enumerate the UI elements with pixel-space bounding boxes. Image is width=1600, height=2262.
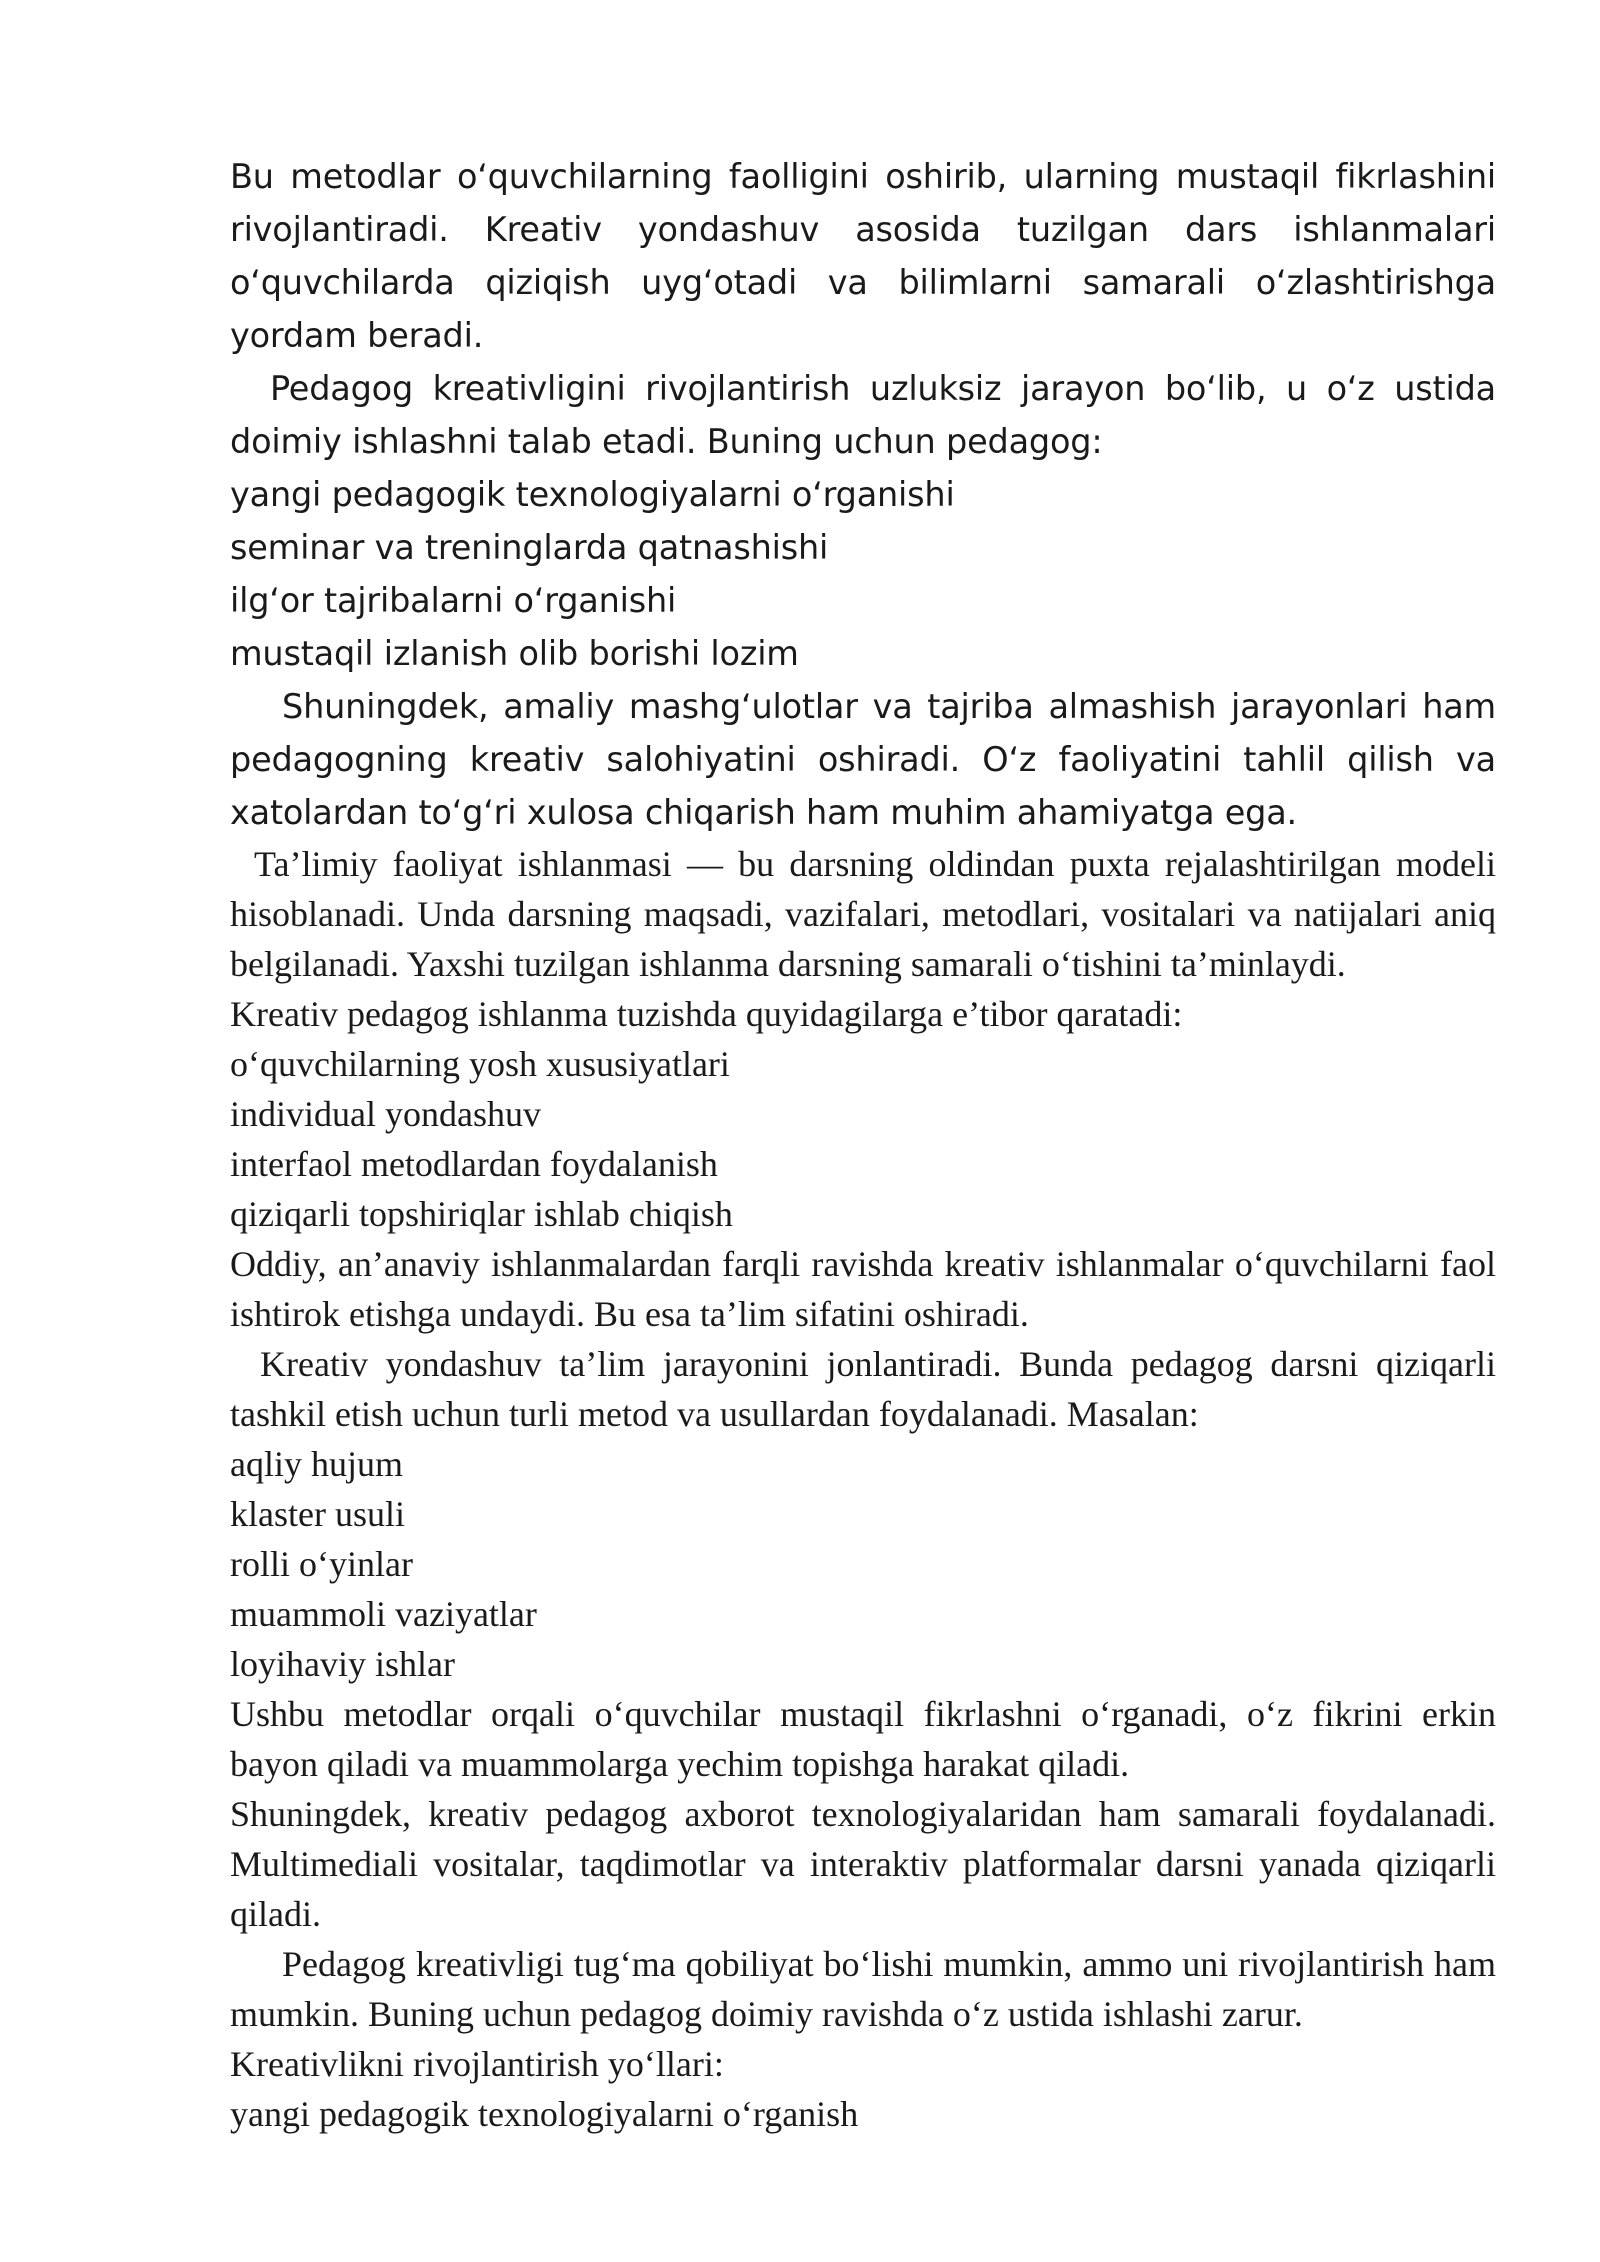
paragraph-9: Shuningdek, kreativ pedagog axborot texnologiyalaridan ham samarali foydalanadi. Multimediali vositalar, taqdimotlar va interaktiv platformalar darsni yanada qiziqarli qiladi.: [230, 1794, 1496, 1934]
paragraph-10: Pedagog kreativligi tug‘ma qobiliyat bo‘lishi mumkin, ammo uni rivojlantirish ham mumkin. Buning uchun pedagog doimiy ravishda o‘z ustida ishlashi zarur.: [230, 1944, 1496, 2034]
list-item: loyihaviy ishlar: [230, 1644, 455, 1684]
paragraph-4: Ta’limiy faoliyat ishlanmasi — bu darsning oldindan puxta rejalashtirilgan modeli hisoblanadi. Unda darsning maqsadi, vazifalari, metodlari, vositalari va natijalari aniq belgilanadi. Yaxshi tuzilgan ishlanma darsning samarali o‘tishini ta’minlaydi.: [230, 844, 1496, 984]
paragraph-8: Ushbu metodlar orqali o‘quvchilar mustaqil fikrlashni o‘rganadi, o‘z fikrini erkin bayon qiladi va muammolarga yechim topishga harakat qiladi.: [230, 1694, 1496, 1784]
section-serif: [230, 839, 1496, 2139]
document-page: [230, 150, 1496, 2139]
list-item: individual yondashuv: [230, 1094, 541, 1134]
list-item: mustaqil izlanish olib borishi lozim: [230, 634, 799, 673]
list-item: yangi pedagogik texnologiyalarni o‘rganish: [230, 2094, 859, 2134]
paragraph-11: Kreativlikni rivojlantirish yo‘llari:: [230, 2044, 724, 2084]
list-item: qiziqarli topshiriqlar ishlab chiqish: [230, 1194, 733, 1234]
paragraph-1: Bu metodlar o‘quvchilarning faolligini oshirib, ularning mustaqil fikrlashini rivojlantiradi. Kreativ yondashuv asosida tuzilgan dars ishlanmalari o‘quvchilarda qiziqish uyg‘otadi va bilimlarni samarali o‘zlashtirishga yordam beradi.: [230, 157, 1496, 355]
list-item: rolli o‘yinlar: [230, 1544, 413, 1584]
list-item: muammoli vaziyatlar: [230, 1594, 537, 1634]
list-item: aqliy hujum: [230, 1444, 403, 1484]
paragraph-5: Kreativ pedagog ishlanma tuzishda quyidagilarga e’tibor qaratadi:: [230, 994, 1183, 1034]
paragraph-7: Kreativ yondashuv ta’lim jarayonini jonlantiradi. Bunda pedagog darsni qiziqarli tashkil etish uchun turli metod va usullardan foydalanadi. Masalan:: [230, 1344, 1496, 1434]
list-item: interfaol metodlardan foydalanish: [230, 1144, 718, 1184]
section-sans: [230, 150, 1496, 839]
list-item: klaster usuli: [230, 1494, 405, 1534]
list-item: ilg‘or tajribalarni o‘rganishi: [230, 581, 677, 620]
paragraph-3: Shuningdek, amaliy mashg‘ulotlar va tajriba almashish jarayonlari ham pedagogning kreativ salohiyatini oshiradi. O‘z faoliyatini tahlil qilish va xatolardan to‘g‘ri xulosa chiqarish ham muhim ahamiyatga ega.: [230, 687, 1496, 832]
list-item: o‘quvchilarning yosh xususiyatlari: [230, 1044, 730, 1084]
paragraph-2: Pedagog kreativligini rivojlantirish uzluksiz jarayon bo‘lib, u o‘z ustida doimiy ishlashni talab etadi. Buning uchun pedagog:: [230, 369, 1496, 461]
list-item: yangi pedagogik texnologiyalarni o‘rganishi: [230, 475, 955, 514]
paragraph-6: Oddiy, an’anaviy ishlanmalardan farqli ravishda kreativ ishlanmalar o‘quvchilarni faol ishtirok etishga undaydi. Bu esa ta’lim sifatini oshiradi.: [230, 1244, 1496, 1334]
list-item: seminar va treninglarda qatnashishi: [230, 528, 829, 567]
